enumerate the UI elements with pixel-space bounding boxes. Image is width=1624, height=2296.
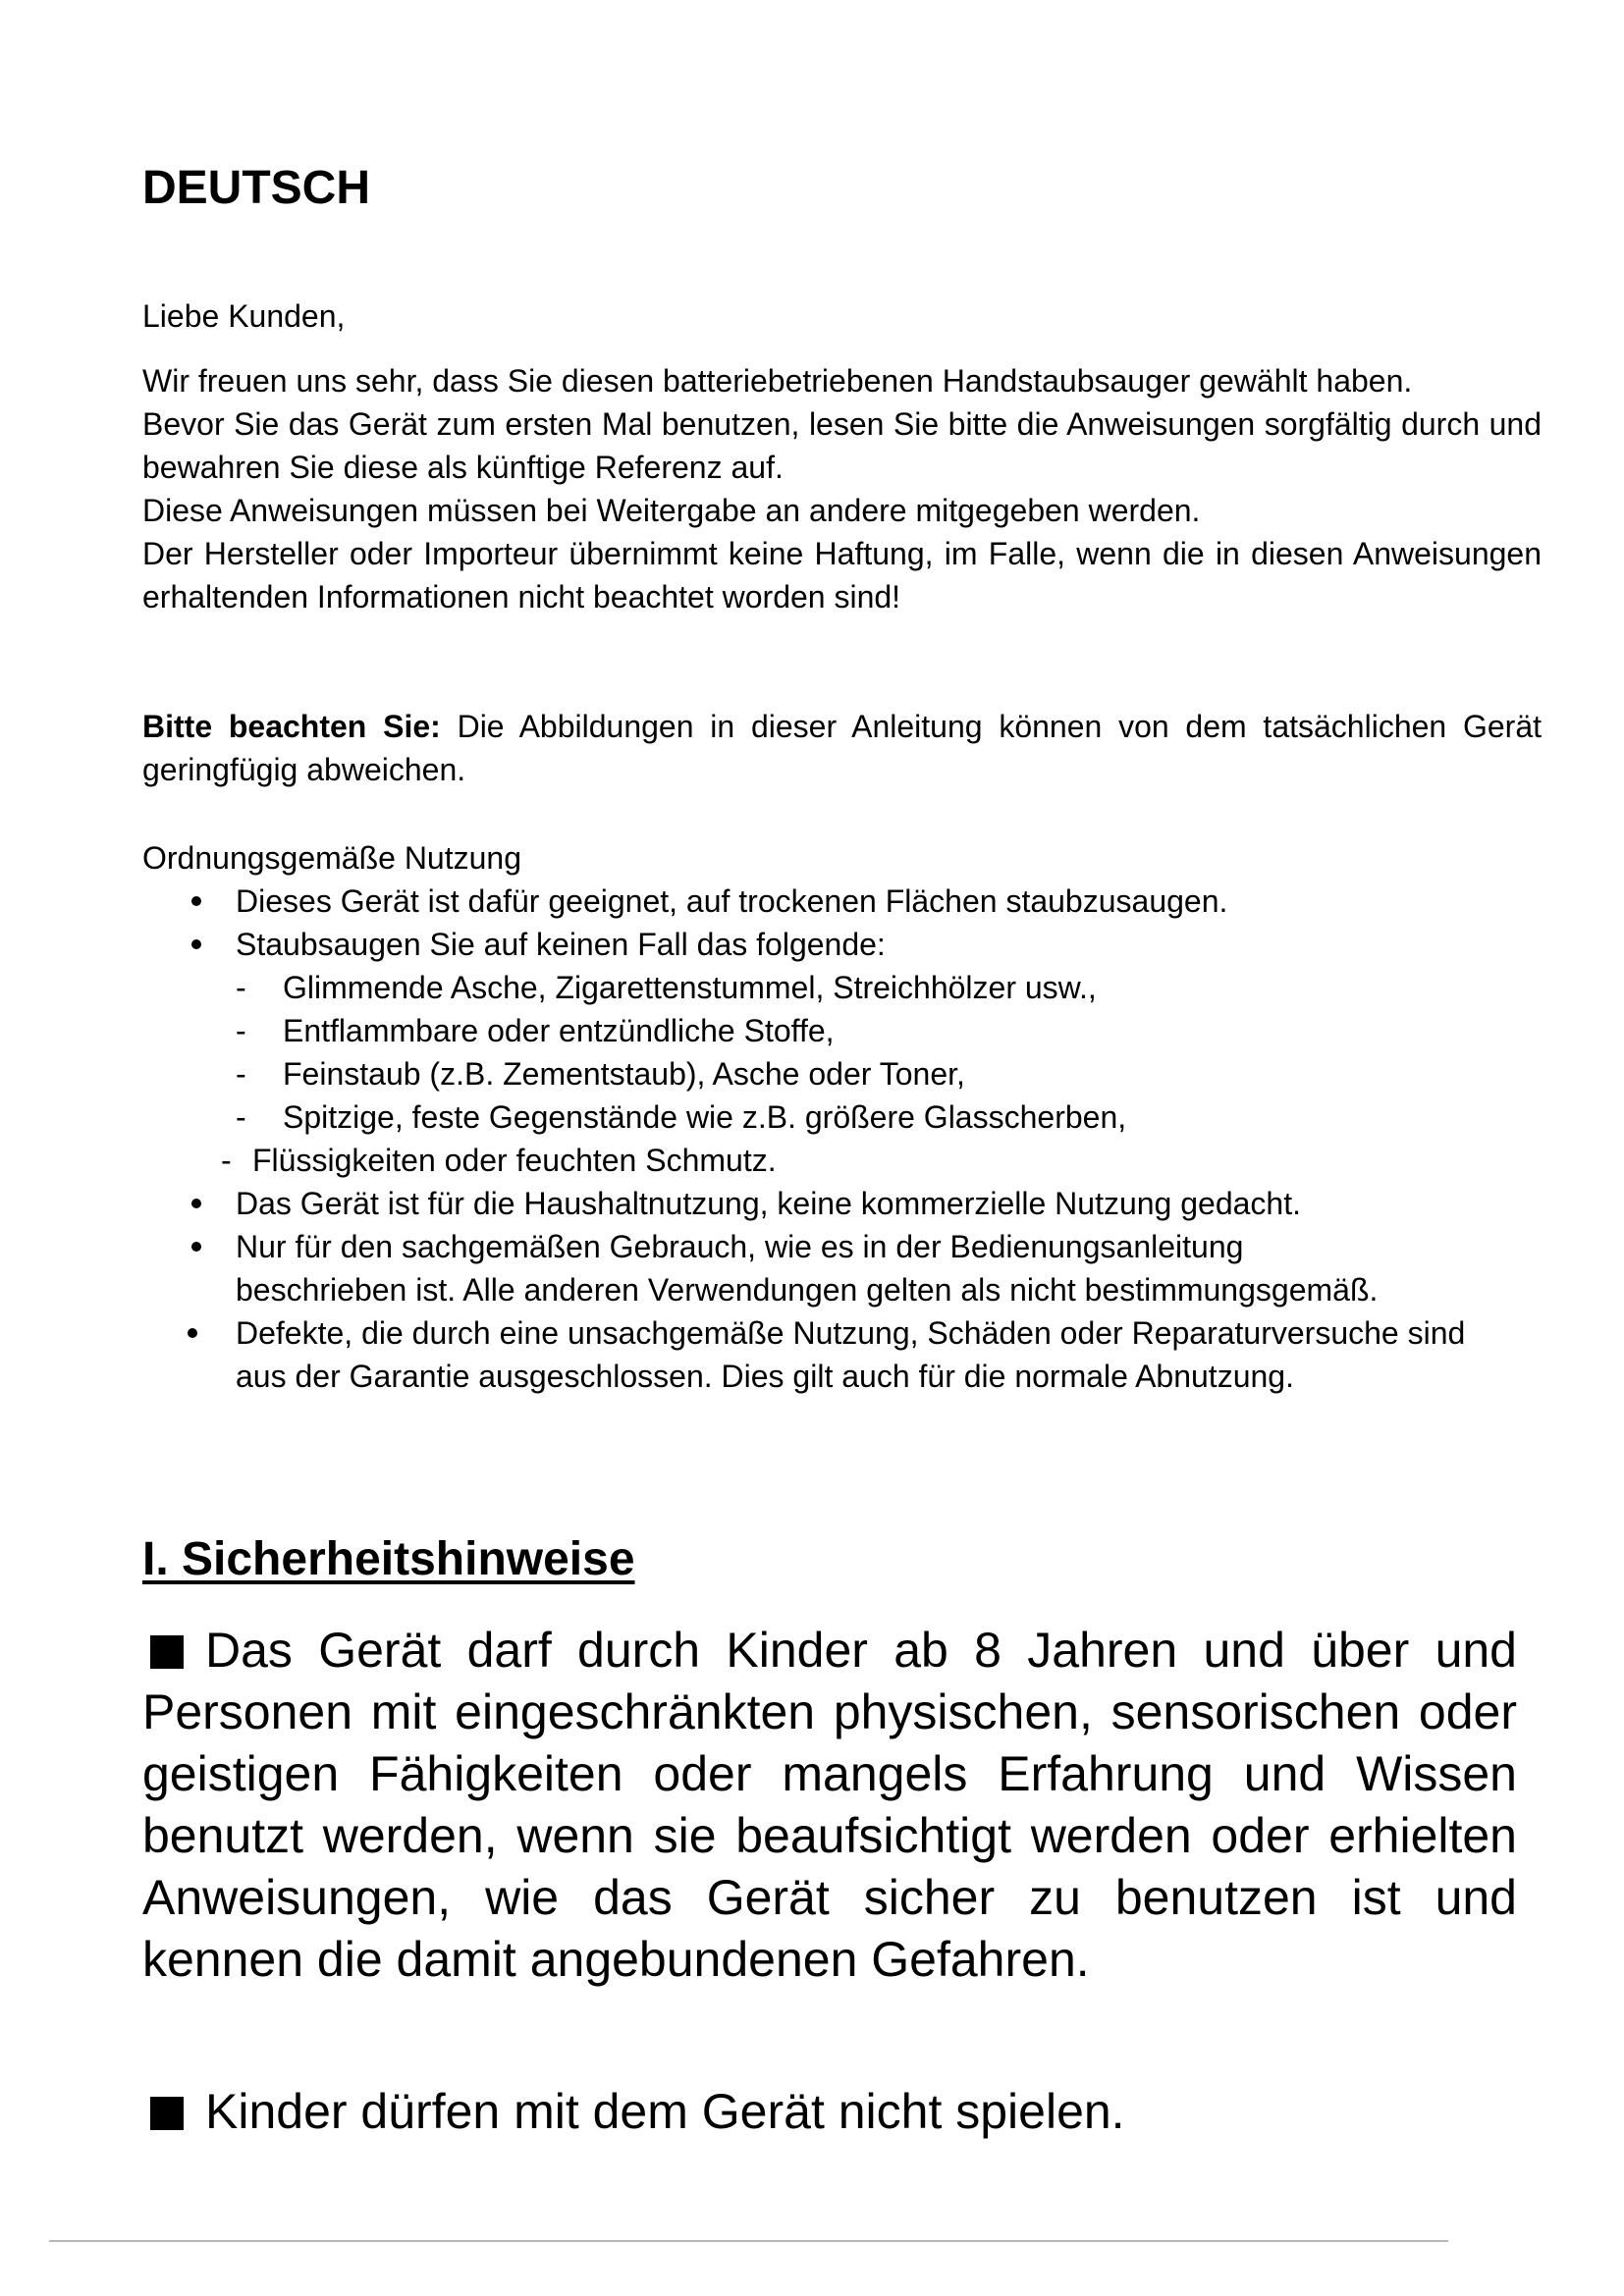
dash-icon: - <box>236 1013 246 1048</box>
bullet-icon <box>191 1199 201 1208</box>
sub-list-item-text: Feinstaub (z.B. Zementstaub), Asche oder Toner, <box>283 1056 965 1092</box>
sub-list-item-text: Entflammbare oder entzündliche Stoffe, <box>283 1013 835 1048</box>
dash-icon: - <box>236 1099 246 1135</box>
list-item <box>142 923 1542 1182</box>
bullet-icon <box>188 1328 197 1338</box>
safety-item-text: Kinder dürfen mit dem Gerät nicht spielen. <box>205 2084 1125 2139</box>
intro-line: Bevor Sie das Gerät zum ersten Mal benutzen, lesen Sie bitte die Anweisungen sorgfältig durch und bewahren Sie diese als künftige Referenz auf. <box>142 406 1542 485</box>
sub-list-item <box>236 1009 1542 1052</box>
sub-list-item <box>236 1052 1542 1095</box>
usage-title: Ordnungsgemäße Nutzung <box>142 840 521 876</box>
intro-line: Wir freuen uns sehr, dass Sie diesen batteriebetriebenen Handstaubsauger gewählt haben. <box>142 363 1413 399</box>
sub-list-item <box>236 966 1542 1009</box>
language-heading: DEUTSCH <box>142 162 371 214</box>
note-paragraph <box>142 705 1542 791</box>
list-item-text: Nur für den sachgemäßen Gebrauch, wie es in der Bedienungsanleitung beschrieben ist. Alle anderen Verwendungen gelten als nicht bestimmungsgemäß. <box>236 1229 1379 1308</box>
bullet-icon <box>191 896 201 906</box>
intro-line: Der Hersteller oder Importeur übernimmt keine Haftung, im Falle, wenn die in diesen Anweisungen erhaltenden Informationen nicht beachtet worden sind! <box>142 536 1542 614</box>
sub-list-item-text: Flüssigkeiten oder feuchten Schmutz. <box>252 1143 777 1178</box>
section-title: I. Sicherheitshinweise <box>142 1533 635 1585</box>
sub-list-item <box>221 1139 1542 1182</box>
list-item <box>142 1182 1542 1225</box>
bullet-icon <box>191 939 201 949</box>
bullet-icon <box>191 1242 201 1252</box>
note-text: Die Abbildungen in dieser Anleitung können von dem tatsächlichen Gerät geringfügig abweichen. <box>142 709 1543 787</box>
usage-list <box>142 880 1542 1398</box>
safety-item <box>142 1620 1517 1991</box>
greeting: Liebe Kunden, <box>142 298 346 334</box>
square-bullet-icon <box>150 1635 184 1669</box>
list-item <box>142 1225 1542 1311</box>
safety-item <box>142 2081 1517 2143</box>
intro-paragraph <box>142 359 1542 618</box>
list-item <box>142 1311 1542 1398</box>
sub-list-item-text: Glimmende Asche, Zigarettenstummel, Streichhölzer usw., <box>283 970 1097 1005</box>
dash-icon: - <box>221 1143 232 1178</box>
list-item-text: Dieses Gerät ist dafür geeignet, auf trockenen Flächen staubzusaugen. <box>236 883 1228 919</box>
list-item-text: Staubsaugen Sie auf keinen Fall das folgende: <box>236 927 886 962</box>
list-item-text: Das Gerät ist für die Haushaltnutzung, keine kommerzielle Nutzung gedacht. <box>236 1186 1301 1221</box>
note-label: Bitte beachten Sie: <box>142 709 441 744</box>
footer-divider <box>49 2240 1448 2242</box>
dash-icon: - <box>236 970 246 1005</box>
list-item-text: Defekte, die durch eine unsachgemäße Nutzung, Schäden oder Reparaturversuche sind aus der Garantie ausgeschlossen. Dies gilt auch für die normale Abnutzung. <box>236 1315 1466 1394</box>
sub-list <box>221 966 1542 1182</box>
sub-list-item-text: Spitzige, feste Gegenstände wie z.B. größere Glasscherben, <box>283 1099 1127 1135</box>
dash-icon: - <box>236 1056 246 1092</box>
sub-list-item <box>236 1095 1542 1139</box>
safety-item-text: Das Gerät darf durch Kinder ab 8 Jahren und über und Personen mit eingeschränkten physischen, sensorischen oder geistigen Fähigkeiten oder mangels Erfahrung und Wissen benutzt werden, wenn sie beaufsichtigt werden oder erhielten Anweisungen, wie das Gerät sicher zu benutzen ist und kennen die damit angebundenen Gefahren. <box>142 1623 1517 1987</box>
list-item <box>142 880 1542 923</box>
square-bullet-icon <box>150 2097 184 2130</box>
intro-line: Diese Anweisungen müssen bei Weitergabe an andere mitgegeben werden. <box>142 493 1201 528</box>
